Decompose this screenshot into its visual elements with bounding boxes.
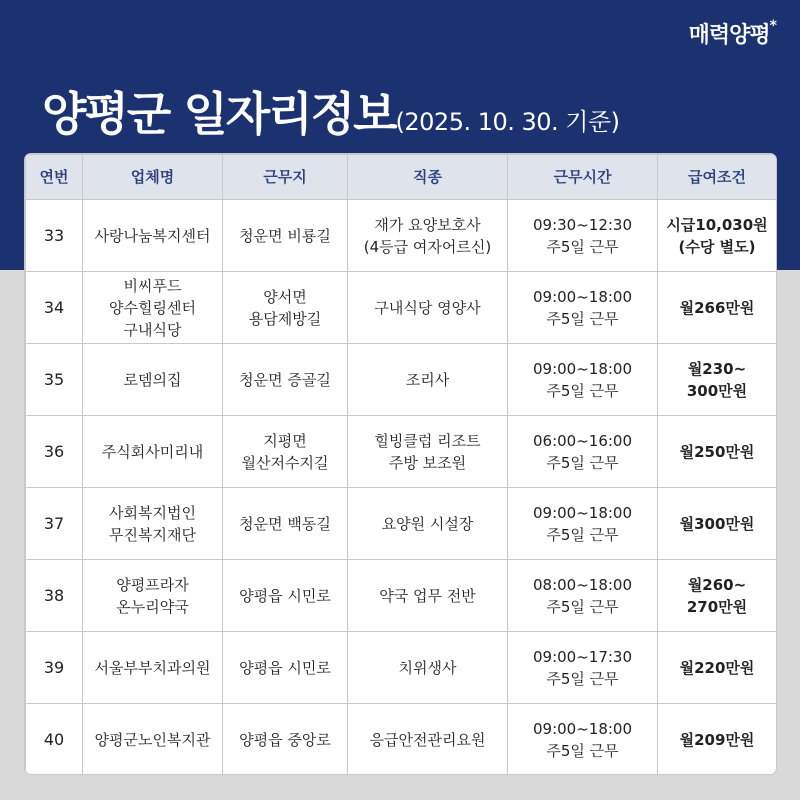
cell-location: 청운면 백동길 xyxy=(223,488,348,560)
cell-pay: 시급10,030원 (수당 별도) xyxy=(658,200,777,272)
cell-company: 사회복지법인 무진복지재단 xyxy=(83,488,223,560)
cell-pay: 월300만원 xyxy=(658,488,777,560)
cell-no: 34 xyxy=(26,272,83,344)
cell-location: 양평읍 시민로 xyxy=(223,632,348,704)
cell-company: 로뎀의집 xyxy=(83,344,223,416)
cell-hours: 08:00~18:00 주5일 근무 xyxy=(508,560,658,632)
table-row xyxy=(26,344,777,416)
cell-job: 구내식당 영양사 xyxy=(348,272,508,344)
cell-no: 33 xyxy=(26,200,83,272)
cell-no: 37 xyxy=(26,488,83,560)
cell-company: 비씨푸드 양수힐링센터 구내식당 xyxy=(83,272,223,344)
cell-location: 양평읍 시민로 xyxy=(223,560,348,632)
brand-logo-text: 매력양평 xyxy=(688,23,770,48)
cell-no: 35 xyxy=(26,344,83,416)
cell-hours: 09:00~18:00 주5일 근무 xyxy=(508,344,658,416)
table-row xyxy=(26,272,777,344)
cell-company: 사랑나눔복지센터 xyxy=(83,200,223,272)
cell-pay: 월260~ 270만원 xyxy=(658,560,777,632)
jobs-table-card xyxy=(25,154,776,774)
table-header-row xyxy=(26,155,777,200)
column-header-location: 근무지 xyxy=(223,155,348,200)
cell-job: 힐빙클럽 리조트 주방 보조원 xyxy=(348,416,508,488)
cell-pay: 월220만원 xyxy=(658,632,777,704)
cell-hours: 09:00~17:30 주5일 근무 xyxy=(508,632,658,704)
column-header-hours: 근무시간 xyxy=(508,155,658,200)
brand-logo xyxy=(689,18,776,49)
cell-location: 양서면 용담제방길 xyxy=(223,272,348,344)
cell-location: 청운면 증골길 xyxy=(223,344,348,416)
cell-job: 재가 요양보호사 (4등급 여자어르신) xyxy=(348,200,508,272)
cell-job: 치위생사 xyxy=(348,632,508,704)
page-title-main: 양평군 일자리정보 xyxy=(42,87,396,141)
cell-company: 주식회사미리내 xyxy=(83,416,223,488)
cell-hours: 06:00~16:00 주5일 근무 xyxy=(508,416,658,488)
table-row xyxy=(26,488,777,560)
table-row xyxy=(26,200,777,272)
cell-no: 39 xyxy=(26,632,83,704)
cell-no: 40 xyxy=(26,704,83,775)
cell-company: 양평군노인복지관 xyxy=(83,704,223,775)
cell-pay: 월230~ 300만원 xyxy=(658,344,777,416)
table-row xyxy=(26,704,777,775)
cell-hours: 09:30~12:30 주5일 근무 xyxy=(508,200,658,272)
column-header-job: 직종 xyxy=(348,155,508,200)
cell-job: 조리사 xyxy=(348,344,508,416)
cell-hours: 09:00~18:00 주5일 근무 xyxy=(508,488,658,560)
cell-job: 약국 업무 전반 xyxy=(348,560,508,632)
page-title xyxy=(42,78,792,144)
cell-job: 요양원 시설장 xyxy=(348,488,508,560)
cell-company: 서울부부치과의원 xyxy=(83,632,223,704)
column-header-company: 업체명 xyxy=(83,155,223,200)
table-row xyxy=(26,560,777,632)
table-row xyxy=(26,632,777,704)
cell-no: 38 xyxy=(26,560,83,632)
jobs-table xyxy=(25,154,776,774)
cell-pay: 월250만원 xyxy=(658,416,777,488)
cell-hours: 09:00~18:00 주5일 근무 xyxy=(508,704,658,775)
page-title-date: (2025. 10. 30. 기준) xyxy=(395,108,620,136)
cell-job: 응급안전관리요원 xyxy=(348,704,508,775)
cell-hours: 09:00~18:00 주5일 근무 xyxy=(508,272,658,344)
cell-location: 지평면 월산저수지길 xyxy=(223,416,348,488)
cell-pay: 월209만원 xyxy=(658,704,777,775)
table-row xyxy=(26,416,777,488)
column-header-no: 연번 xyxy=(26,155,83,200)
cell-location: 양평읍 중앙로 xyxy=(223,704,348,775)
cell-company: 양평프라자 온누리약국 xyxy=(83,560,223,632)
cell-pay: 월266만원 xyxy=(658,272,777,344)
cell-location: 청운면 비룡길 xyxy=(223,200,348,272)
star-icon: * xyxy=(769,18,776,34)
column-header-pay: 급여조건 xyxy=(658,155,777,200)
cell-no: 36 xyxy=(26,416,83,488)
